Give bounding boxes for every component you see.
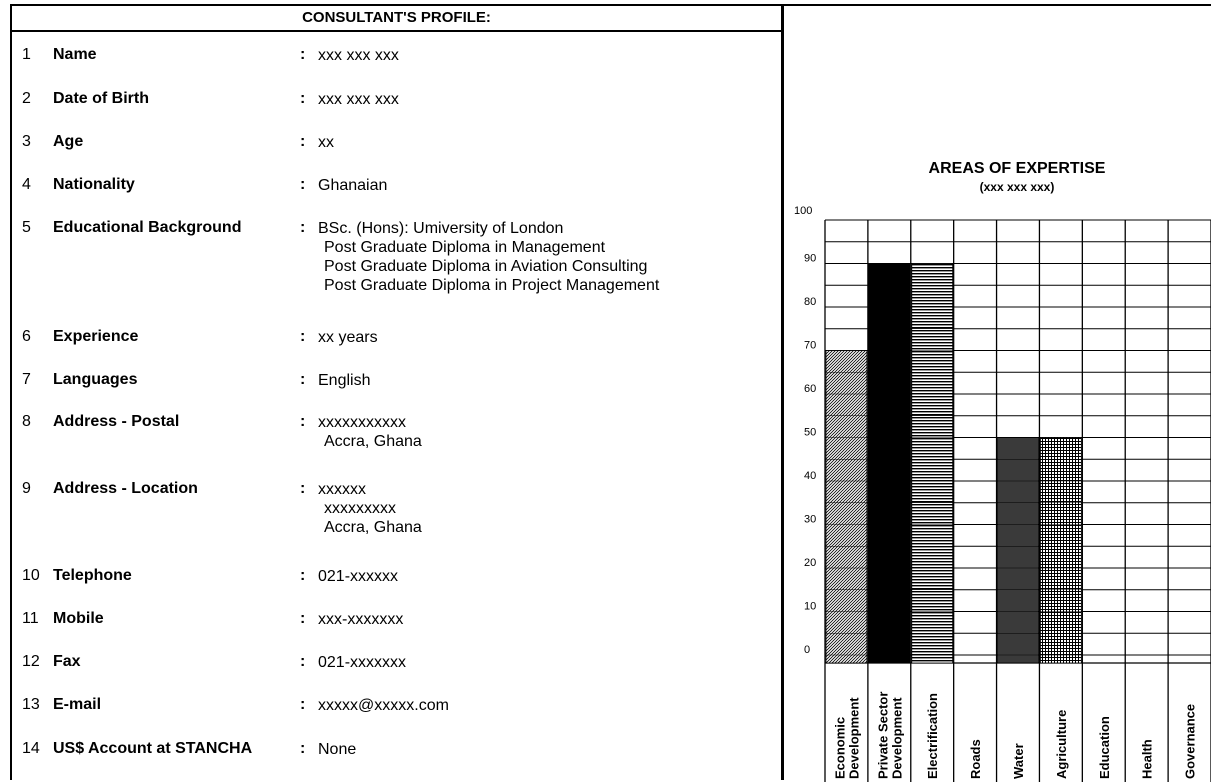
row-value-line: 021-xxxxxx — [318, 568, 399, 585]
row-value-line: xxx xxx xxx — [318, 47, 399, 64]
row-colon: : — [300, 176, 306, 193]
profile-title: CONSULTANT'S PROFILE: — [12, 6, 781, 32]
row-colon: : — [300, 219, 306, 236]
row-value-line: Post Graduate Diploma in Aviation Consulting — [324, 258, 648, 275]
row-value — [318, 567, 398, 586]
category-label: Roads — [968, 739, 984, 779]
row-number: 9 — [22, 480, 31, 497]
row-colon: : — [300, 90, 306, 107]
row-value-line: xxxxxxxxxxx — [318, 414, 406, 431]
y-tick-label: 70 — [804, 339, 817, 352]
category-label: Governance — [1182, 703, 1198, 779]
category-label: Agriculture — [1053, 709, 1069, 779]
row-value-line: Accra, Ghana — [324, 433, 422, 450]
y-tick-label: 60 — [804, 383, 817, 395]
row-value-line: Post Graduate Diploma in Project Management — [324, 277, 660, 294]
row-number: 6 — [22, 328, 31, 345]
row-label: Educational Background — [53, 219, 242, 236]
y-tick-label: 90 — [804, 252, 817, 265]
y-tick-label: 80 — [804, 296, 817, 308]
row-value — [318, 371, 370, 390]
y-tick-label: 30 — [804, 513, 817, 526]
row-label: Address - Location — [53, 480, 198, 497]
areas-of-expertise-chart — [784, 0, 1211, 782]
bar — [998, 438, 1039, 664]
row-label: Languages — [53, 371, 138, 388]
row-colon: : — [300, 740, 306, 757]
row-number: 4 — [22, 176, 31, 193]
category-label: Electrification — [925, 693, 941, 779]
row-colon: : — [300, 696, 306, 713]
row-number: 12 — [22, 653, 40, 670]
y-tick-label: 100 — [794, 205, 813, 217]
row-colon: : — [300, 567, 306, 584]
bar — [826, 351, 867, 664]
row-value — [318, 413, 422, 451]
bar — [1040, 438, 1081, 664]
y-tick-label: 20 — [804, 557, 817, 569]
row-value — [318, 480, 422, 537]
row-number: 3 — [22, 133, 31, 150]
consultant-profile-panel — [10, 4, 784, 780]
category-label: Economic — [832, 716, 848, 779]
y-tick-label: 10 — [804, 600, 817, 613]
bar — [912, 264, 953, 664]
category-label: Health — [1139, 739, 1155, 779]
y-tick-label: 50 — [804, 426, 817, 439]
row-label: US$ Account at STANCHA — [53, 740, 253, 757]
row-value — [318, 696, 449, 715]
row-colon: : — [300, 328, 306, 345]
row-value-line: xxxxxx — [318, 481, 366, 498]
row-value — [318, 653, 406, 672]
category-label: Development — [846, 697, 862, 779]
row-number: 1 — [22, 46, 31, 63]
bar — [869, 264, 910, 664]
row-label: Name — [53, 46, 97, 63]
row-value-line: None — [318, 741, 357, 758]
row-value-line: xxxxx@xxxxx.com — [318, 697, 449, 714]
category-label: Private Sector — [875, 691, 891, 779]
row-label: Telephone — [53, 567, 132, 584]
row-value-line: xxxxxxxxx — [324, 500, 396, 517]
row-colon: : — [300, 46, 306, 63]
row-value — [318, 219, 659, 295]
y-axis-ticks — [794, 205, 816, 656]
row-number: 14 — [22, 740, 40, 757]
category-labels — [832, 692, 1197, 779]
row-label: Nationality — [53, 176, 135, 193]
row-label: Fax — [53, 653, 81, 670]
row-number: 5 — [22, 219, 31, 236]
row-number: 10 — [22, 567, 40, 584]
row-label: Mobile — [53, 610, 104, 627]
row-value — [318, 740, 356, 759]
row-value-line: Post Graduate Diploma in Management — [324, 239, 606, 256]
row-label: E-mail — [53, 696, 102, 713]
row-label: Age — [53, 133, 84, 150]
chart-title: AREAS OF EXPERTISE — [928, 160, 1106, 177]
row-value-line: Ghanaian — [318, 177, 388, 194]
row-colon: : — [300, 133, 306, 150]
y-tick-label: 40 — [804, 470, 817, 482]
row-value-line: BSc. (Hons): Umiversity of London — [318, 220, 564, 237]
row-value — [318, 610, 403, 629]
row-value-line: xxx xxx xxx — [318, 91, 399, 108]
row-colon: : — [300, 610, 306, 627]
row-label: Experience — [53, 328, 139, 345]
row-value — [318, 328, 378, 347]
row-number: 7 — [22, 371, 31, 388]
row-value-line: 021-xxxxxxx — [318, 654, 407, 671]
row-value-line: Accra, Ghana — [324, 519, 422, 536]
row-value — [318, 46, 399, 65]
row-number: 11 — [22, 610, 39, 627]
row-label: Date of Birth — [53, 90, 149, 107]
row-label: Address - Postal — [53, 413, 180, 430]
row-value-line: xx — [318, 134, 334, 151]
row-colon: : — [300, 371, 306, 388]
row-value-line: xx years — [318, 329, 378, 346]
row-colon: : — [300, 413, 306, 430]
row-value-line: xxx-xxxxxxx — [318, 611, 404, 628]
category-label: Water — [1011, 743, 1026, 779]
row-value — [318, 133, 334, 152]
category-label: Education — [1096, 716, 1112, 779]
row-number: 2 — [22, 90, 31, 107]
row-value — [318, 176, 387, 195]
row-colon: : — [300, 480, 306, 497]
row-number: 8 — [22, 413, 31, 430]
chart-subtitle: (xxx xxx xxx) — [979, 180, 1055, 194]
row-value — [318, 90, 399, 109]
category-label: Development — [889, 697, 905, 779]
row-number: 13 — [22, 696, 40, 713]
row-colon: : — [300, 653, 306, 670]
y-tick-label: 0 — [804, 644, 811, 656]
row-value-line: English — [318, 372, 371, 389]
